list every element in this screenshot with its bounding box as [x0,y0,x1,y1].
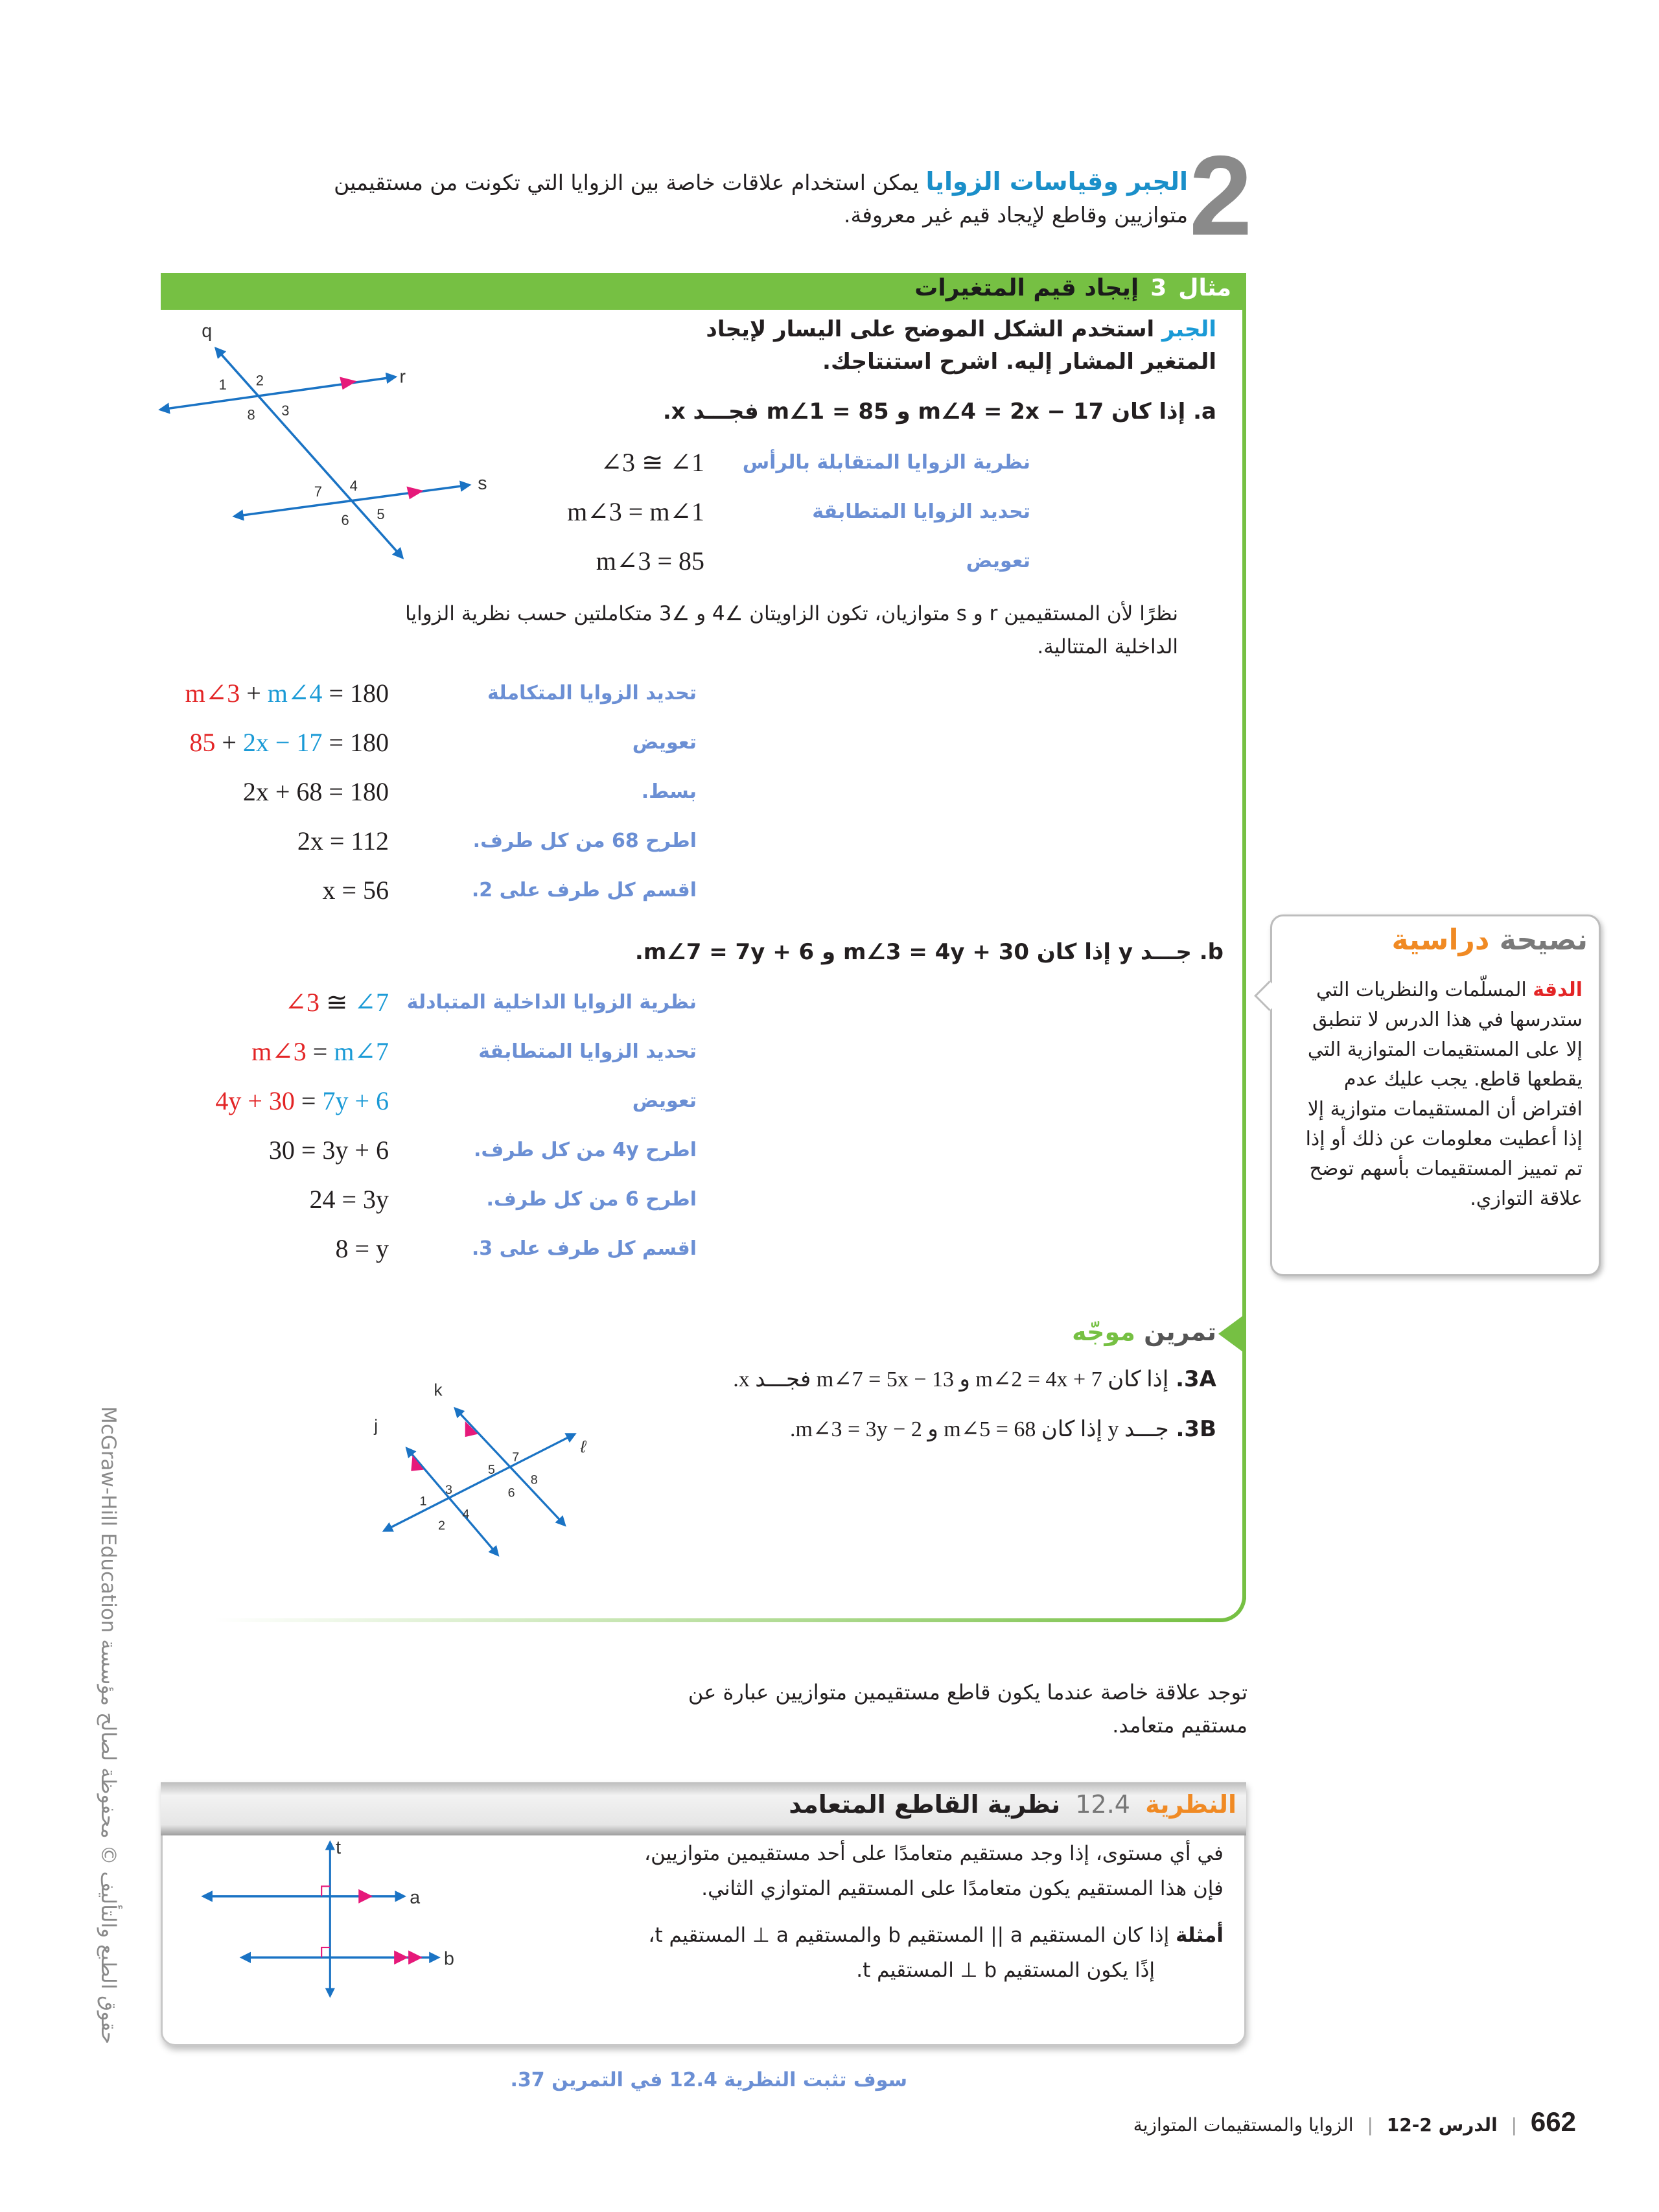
step-equation [335,1233,389,1264]
section-intro-line1 [334,167,1188,196]
equation-part: 8 = y [335,1234,389,1263]
step-reason: نظرية الزوايا الداخلية المتبادلة [406,991,697,1014]
parallel-arrow-j [411,1456,424,1471]
perpendicular-transversal-figure [199,1839,471,1999]
intro-text: يمكن استخدام علاقات خاصة بين الزوايا التي تكونت من مستقيمين [334,170,919,195]
page-footer: 662 | الدرس 2-12 | الزوايا والمستقيمات المتوازية [1133,2106,1576,2137]
step-equation [185,678,389,708]
angle-4: 4 [349,478,358,495]
step-row [0,673,1659,722]
parallel-arrow-b [394,1950,423,1964]
angle-7: 7 [512,1450,520,1465]
part-b-question [635,939,1224,965]
part-b-letter: b. [1199,939,1224,965]
section-number: 2 [1189,133,1253,259]
part-a-explanation-line1: نظرًا لأن المستقيمين r و s متوازيان، تكون الزاويتان ∠4 و ∠3 متكاملتين حسب نظرية الزوايا [405,602,1178,625]
step-reason: اطرح 6 من كل طرف. [486,1188,697,1211]
equation-part: m∠4 [267,679,323,708]
angle-6: 6 [507,1485,515,1500]
label-a: a [410,1887,421,1908]
angle-1: 1 [218,377,227,393]
example-number: 3 [1150,275,1167,301]
theorem-number: 12.4 [1075,1790,1130,1819]
equation-part: = [294,1086,323,1115]
equation-part: ∠3 [284,988,319,1017]
equation-part: 24 = 3y [309,1185,389,1214]
example-border-bottom [214,1618,1218,1622]
equation-part: m∠3 = 85 [596,546,704,576]
example-prompt-line2: المتغير المشار إليه. اشرح استنتاجك. [822,349,1216,375]
part-a-question [663,399,1216,425]
step-equation [309,1184,389,1215]
step-reason: تحديد الزوايا المتكاملة [487,682,697,704]
example-border-corner [1205,1581,1246,1622]
equation-part: 30 = 3y + 6 [268,1135,389,1165]
section-heading: الجبر وقياسات الزوايا [925,167,1188,196]
label-b: b [444,1948,454,1970]
step-reason: اطرح 4y من كل طرف. [473,1139,697,1161]
step-reason: تحديد الزوايا المتطابقة [812,500,1030,523]
equation-part: ∠3 ≅ ∠1 [600,448,704,477]
exercise-3b [790,1416,1216,1442]
step-row [0,771,1659,821]
theorem-example-line1 [648,1924,1224,1947]
angle-5: 5 [377,506,385,523]
label-k: k [434,1380,443,1400]
example-title-text: إيجاد قيم المتغيرات [914,275,1139,301]
step-row [0,870,1659,919]
theorem-example-text: إذا كان المستقيم a || المستقيم b والمستقيم a ⊥ المستقيم t، [648,1924,1170,1947]
theorem-line2: فإن هذا المستقيم يكون متعامدًا على المستقيم المتوازي الثاني. [701,1877,1224,1900]
equation-part: 2x + 68 = 180 [242,777,389,806]
equation-part: x = 56 [322,876,389,905]
equation-part: 85 [189,728,216,757]
angle-8: 8 [247,406,255,423]
step-reason: اقسم كل طرف على 3. [471,1237,697,1260]
part-a-letter: a. [1193,399,1216,425]
example-prompt-line1 [706,316,1216,342]
angle-1: 1 [419,1494,427,1509]
angle-8: 8 [530,1473,538,1487]
label-t: t [336,1839,342,1858]
prompt-tag: الجبر [1162,316,1216,342]
exercise-3b-text: جـــد y إذا كان m∠5 = 68 و m∠3 = 3y − 2. [790,1417,1169,1441]
label-q: q [202,321,213,342]
equation-part: m∠3 [251,1037,307,1066]
study-tip-title-word2: دراسية [1391,924,1490,957]
proof-note: سوف تثبت النظرية 12.4 في التمرين 37. [510,2069,907,2091]
equation-part: + [240,679,268,708]
angle-3: 3 [445,1482,452,1497]
section-intro-line2: متوازيين وقاطع لإيجاد قيم غير معروفة. [844,202,1188,227]
angle-7: 7 [314,483,322,500]
step-reason: تعويض [632,731,697,754]
equation-part: m∠3 = m∠1 [567,497,704,526]
step-equation [284,987,389,1018]
exercise-3a-number: 3A. [1176,1366,1216,1392]
theorem-examples-tag: أمثلة [1176,1924,1224,1947]
transition-line1: توجد علاقة خاصة عندما يكون قاطع مستقيمين متوازيين عبارة عن [688,1680,1247,1705]
equation-part: = 180 [322,728,389,757]
label-r: r [399,366,406,388]
equation-part: = 180 [322,679,389,708]
copyright-side-text: McGraw-Hill Education حقوق الطبع والتأليف © محفوظة لصالح مؤسسة [97,1406,120,2045]
equation-part: 2x = 112 [297,826,389,856]
step-reason: اطرح 68 من كل طرف. [472,830,697,852]
step-equation [251,1036,389,1067]
angle-6: 6 [341,511,349,528]
equation-part: = [306,1037,334,1066]
step-reason: تعويض [632,1089,697,1112]
angle-5: 5 [487,1463,495,1478]
equation-part: ≅ [319,988,354,1017]
step-equation [596,546,704,576]
study-tip-text: المسلّمات والنظريات التي ستدرسها في هذا الدرس لا تنطبق إلا على المستقيمات المتوازية التي يقطعها قاطع. يجب عليك عدم افتراض أن المستقيمات متوازية إلا إذا أعطيت معلومات عن ذلك أو إذا تم تمييز المستقيمات بأسهم توضح علاقة التوازي. [1305,979,1583,1210]
step-reason: بسط. [641,780,697,803]
step-equation [243,776,389,807]
equation-part: 2x − 17 [242,728,323,757]
transition-line2: مستقيم متعامد. [1112,1713,1247,1738]
step-reason: نظرية الزوايا المتقابلة بالرأس [742,451,1030,474]
right-angle-mark-a [321,1886,330,1896]
step-row [0,821,1659,870]
exercise-3b-number: 3B. [1176,1416,1216,1442]
study-tip-body [1297,975,1583,1214]
parallel-arrow-a [358,1889,373,1903]
step-reason: تحديد الزوايا المتطابقة [478,1040,697,1063]
theorem-tag: النظرية [1145,1790,1236,1819]
parallel-arrow-k [465,1421,478,1437]
example-label: مثال [1178,275,1231,301]
page-number: 662 [1530,2106,1576,2137]
label-j: j [374,1415,378,1436]
equation-part: m∠3 [185,679,240,708]
exercise-3a [733,1366,1216,1392]
step-reason: اقسم كل طرف على 2. [471,879,697,902]
right-angle-mark-b [321,1948,330,1957]
step-equation [322,875,389,905]
guided-practice-title [1072,1318,1216,1346]
footer-lesson: الدرس 2-12 [1386,2114,1498,2136]
guided-practice-word2: موجّه [1072,1318,1135,1346]
part-b-text: جـــد y إذا كان m∠3 = 4y + 30 و m∠7 = 7y + 6. [634,939,1192,965]
study-tip-title-word1: نصيحة [1499,924,1588,957]
step-row [0,541,1659,590]
angle-4: 4 [462,1507,470,1522]
prompt-text: استخدم الشكل الموضح على اليسار لإيجاد [706,316,1155,342]
step-equation [567,496,704,527]
part-a-text: إذا كان m∠4 = 2x − 17 و m∠1 = 85 فجـــد x. [662,399,1186,425]
step-equation [600,447,704,478]
line-r [161,377,395,410]
study-tip-tag: الدقة [1533,979,1583,1001]
theorem-title [789,1790,1236,1819]
step-equation [297,826,389,856]
step-equation [269,1135,389,1165]
label-l: ℓ [580,1437,586,1457]
step-equation [189,727,389,758]
exercise-3a-text: إذا كان m∠2 = 4x + 7 و m∠7 = 5x − 13 فجـــد x. [733,1368,1169,1391]
step-row [0,491,1659,541]
step-row [0,442,1659,491]
equation-part: + [215,728,243,757]
theorem-example-line2: إذًا يكون المستقيم b ⊥ المستقيم t. [856,1959,1155,1982]
step-row [0,722,1659,771]
footer-lesson-title: الزوايا والمستقيمات المتوازية [1133,2114,1354,2136]
label-s: s [478,472,487,494]
step-reason: تعويض [966,550,1030,572]
part-a-explanation-line2: الداخلية المتتالية. [1037,635,1178,658]
step-equation [215,1086,389,1116]
angle-2: 2 [255,372,264,389]
equation-part: ∠7 [354,988,389,1017]
equation-part: 7y + 6 [322,1086,389,1115]
transversal-figure-jkl [373,1373,590,1558]
line-l [384,1434,575,1531]
equation-part: m∠7 [334,1037,389,1066]
example-title [914,275,1231,301]
equation-part: 4y + 30 [215,1086,295,1115]
theorem-line1: في أي مستوى، إذا وجد مستقيم متعامدًا على أحد مستقيمين متوازيين، [644,1842,1224,1865]
study-tip-title [1392,924,1588,957]
angle-3: 3 [281,402,290,419]
angle-2: 2 [438,1518,446,1533]
guided-practice-tab [1218,1316,1243,1352]
theorem-name: نظرية القاطع المتعامد [789,1790,1061,1819]
guided-practice-word1: تمرين [1144,1318,1216,1346]
